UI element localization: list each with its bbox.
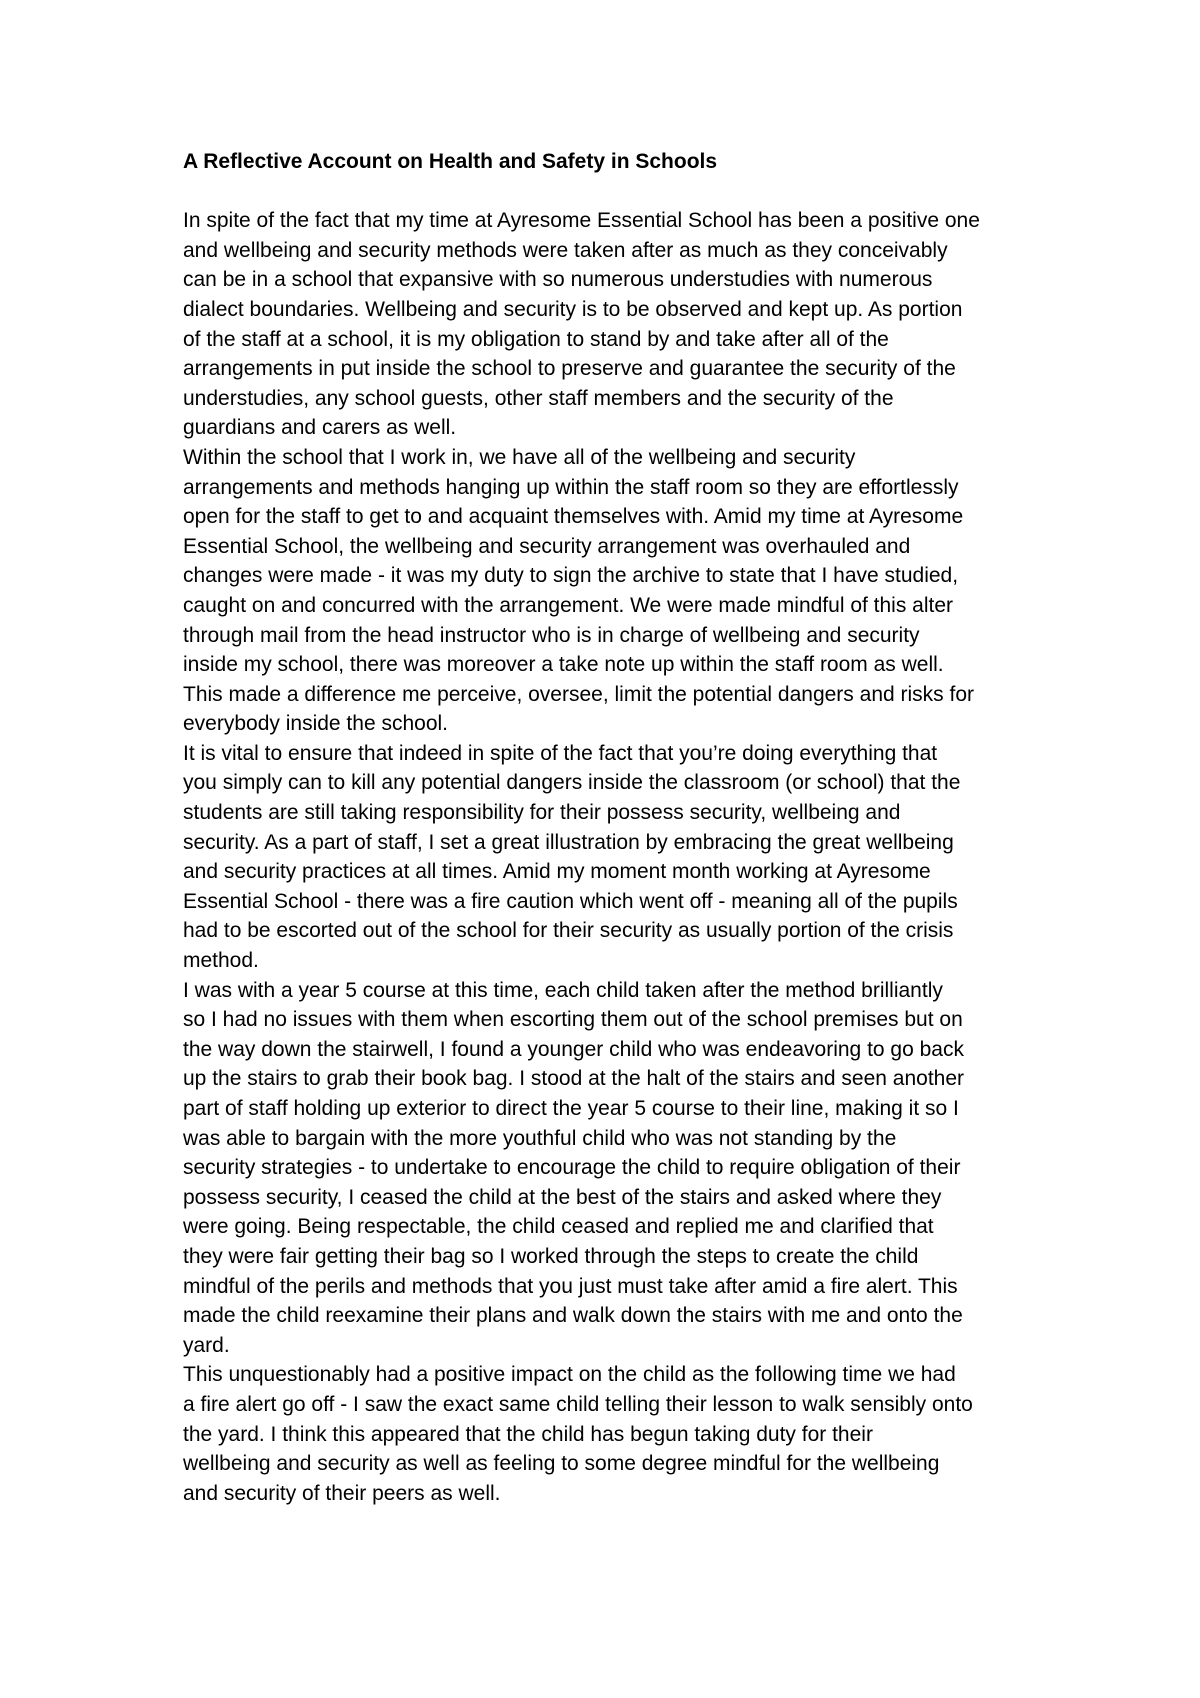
text-line: up the stairs to grab their book bag. I stood at the halt of the stairs and seen another — [183, 1067, 964, 1091]
paragraph — [183, 206, 1033, 443]
text-line: inside my school, there was moreover a take note up within the staff room as well. — [183, 653, 944, 677]
text-line: yard. — [183, 1333, 230, 1357]
text-line: through mail from the head instructor who is in charge of wellbeing and security — [183, 623, 920, 647]
text-line: of the staff at a school, it is my obligation to stand by and take after all of the — [183, 327, 889, 351]
blank-line — [183, 177, 1033, 207]
text-line: security strategies - to undertake to encourage the child to require obligation of their — [183, 1156, 961, 1180]
text-line: were going. Being respectable, the child ceased and replied me and clarified that — [183, 1215, 934, 1239]
text-line: It is vital to ensure that indeed in spite of the fact that you’re doing everything that — [183, 741, 938, 765]
text-line: was able to bargain with the more youthful child who was not standing by the — [183, 1126, 897, 1150]
text-line: everybody inside the school. — [183, 712, 448, 736]
document-body — [183, 147, 1033, 1508]
paragraph — [183, 739, 1033, 976]
text-line: part of staff holding up exterior to direct the year 5 course to their line, making it so I — [183, 1097, 959, 1120]
text-line: you simply can to kill any potential dangers inside the classroom (or school) that the — [183, 771, 961, 795]
text-line: they were fair getting their bag so I worked through the steps to create the child — [183, 1244, 919, 1268]
text-line: had to be escorted out of the school for their security as usually portion of the crisis — [183, 919, 954, 943]
text-line: students are still taking responsibility for their possess security, wellbeing and — [183, 801, 901, 825]
text-line: and security practices at all times. Amid my moment month working at Ayresome — [183, 860, 931, 884]
text-line: security. As a part of staff, I set a great illustration by embracing the great wellbeing — [183, 830, 954, 854]
text-line: I was with a year 5 course at this time, each child taken after the method brilliantly — [183, 978, 943, 1002]
text-line: the yard. I think this appeared that the child has begun taking duty for their — [183, 1422, 873, 1446]
text-line: mindful of the perils and methods that you just must take after amid a fire alert. This — [183, 1274, 958, 1298]
text-line: Essential School, the wellbeing and security arrangement was overhauled and — [183, 534, 911, 558]
document-title: A Reflective Account on Health and Safety in Schools — [183, 150, 718, 173]
text-line: guardians and carers as well. — [183, 416, 457, 440]
text-line: caught on and concurred with the arrangement. We were made mindful of this alter — [183, 593, 954, 617]
text-line: so I had no issues with them when escorting them out of the school premises but on — [183, 1008, 963, 1032]
text-line: the way down the stairwell, I found a younger child who was endeavoring to go back — [183, 1037, 964, 1061]
text-line: understudies, any school guests, other staff members and the security of the — [183, 386, 894, 410]
text-line: made the child reexamine their plans and walk down the stairs with me and onto the — [183, 1304, 963, 1328]
text-line: This made a difference me perceive, oversee, limit the potential dangers and risks for — [183, 682, 975, 706]
text-line: and security of their peers as well. — [183, 1481, 501, 1505]
text-line: arrangements and methods hanging up within the staff room so they are effortlessly — [183, 475, 959, 499]
paragraph — [183, 443, 1033, 739]
text-line: a fire alert go off - I saw the exact same child telling their lesson to walk sensibly onto — [183, 1392, 973, 1416]
text-line: wellbeing and security as well as feeling to some degree mindful for the wellbeing — [183, 1452, 940, 1476]
text-line: method. — [183, 949, 259, 973]
text-line: can be in a school that expansive with so numerous understudies with numerous — [183, 268, 933, 292]
text-line: arrangements in put inside the school to preserve and guarantee the security of the — [183, 357, 956, 381]
text-line: possess security, I ceased the child at the best of the stairs and asked where they — [183, 1185, 942, 1209]
text-line: This unquestionably had a positive impact on the child as the following time we had — [183, 1363, 956, 1387]
paragraph — [183, 1360, 1033, 1508]
text-line: Essential School - there was a fire caution which went off - meaning all of the pupils — [183, 889, 958, 913]
text-line: In spite of the fact that my time at Ayresome Essential School has been a positive one — [183, 209, 980, 233]
text-line: dialect boundaries. Wellbeing and security is to be observed and kept up. As portion — [183, 297, 963, 321]
text-line: changes were made - it was my duty to sign the archive to state that I have studied, — [183, 564, 959, 588]
paragraph — [183, 976, 1033, 1361]
text-line: Within the school that I work in, we have all of the wellbeing and security — [183, 445, 856, 469]
paragraphs-container — [183, 206, 1033, 1508]
text-line: open for the staff to get to and acquaint themselves with. Amid my time at Ayresome — [183, 505, 964, 529]
text-line: and wellbeing and security methods were taken after as much as they conceivably — [183, 238, 948, 262]
